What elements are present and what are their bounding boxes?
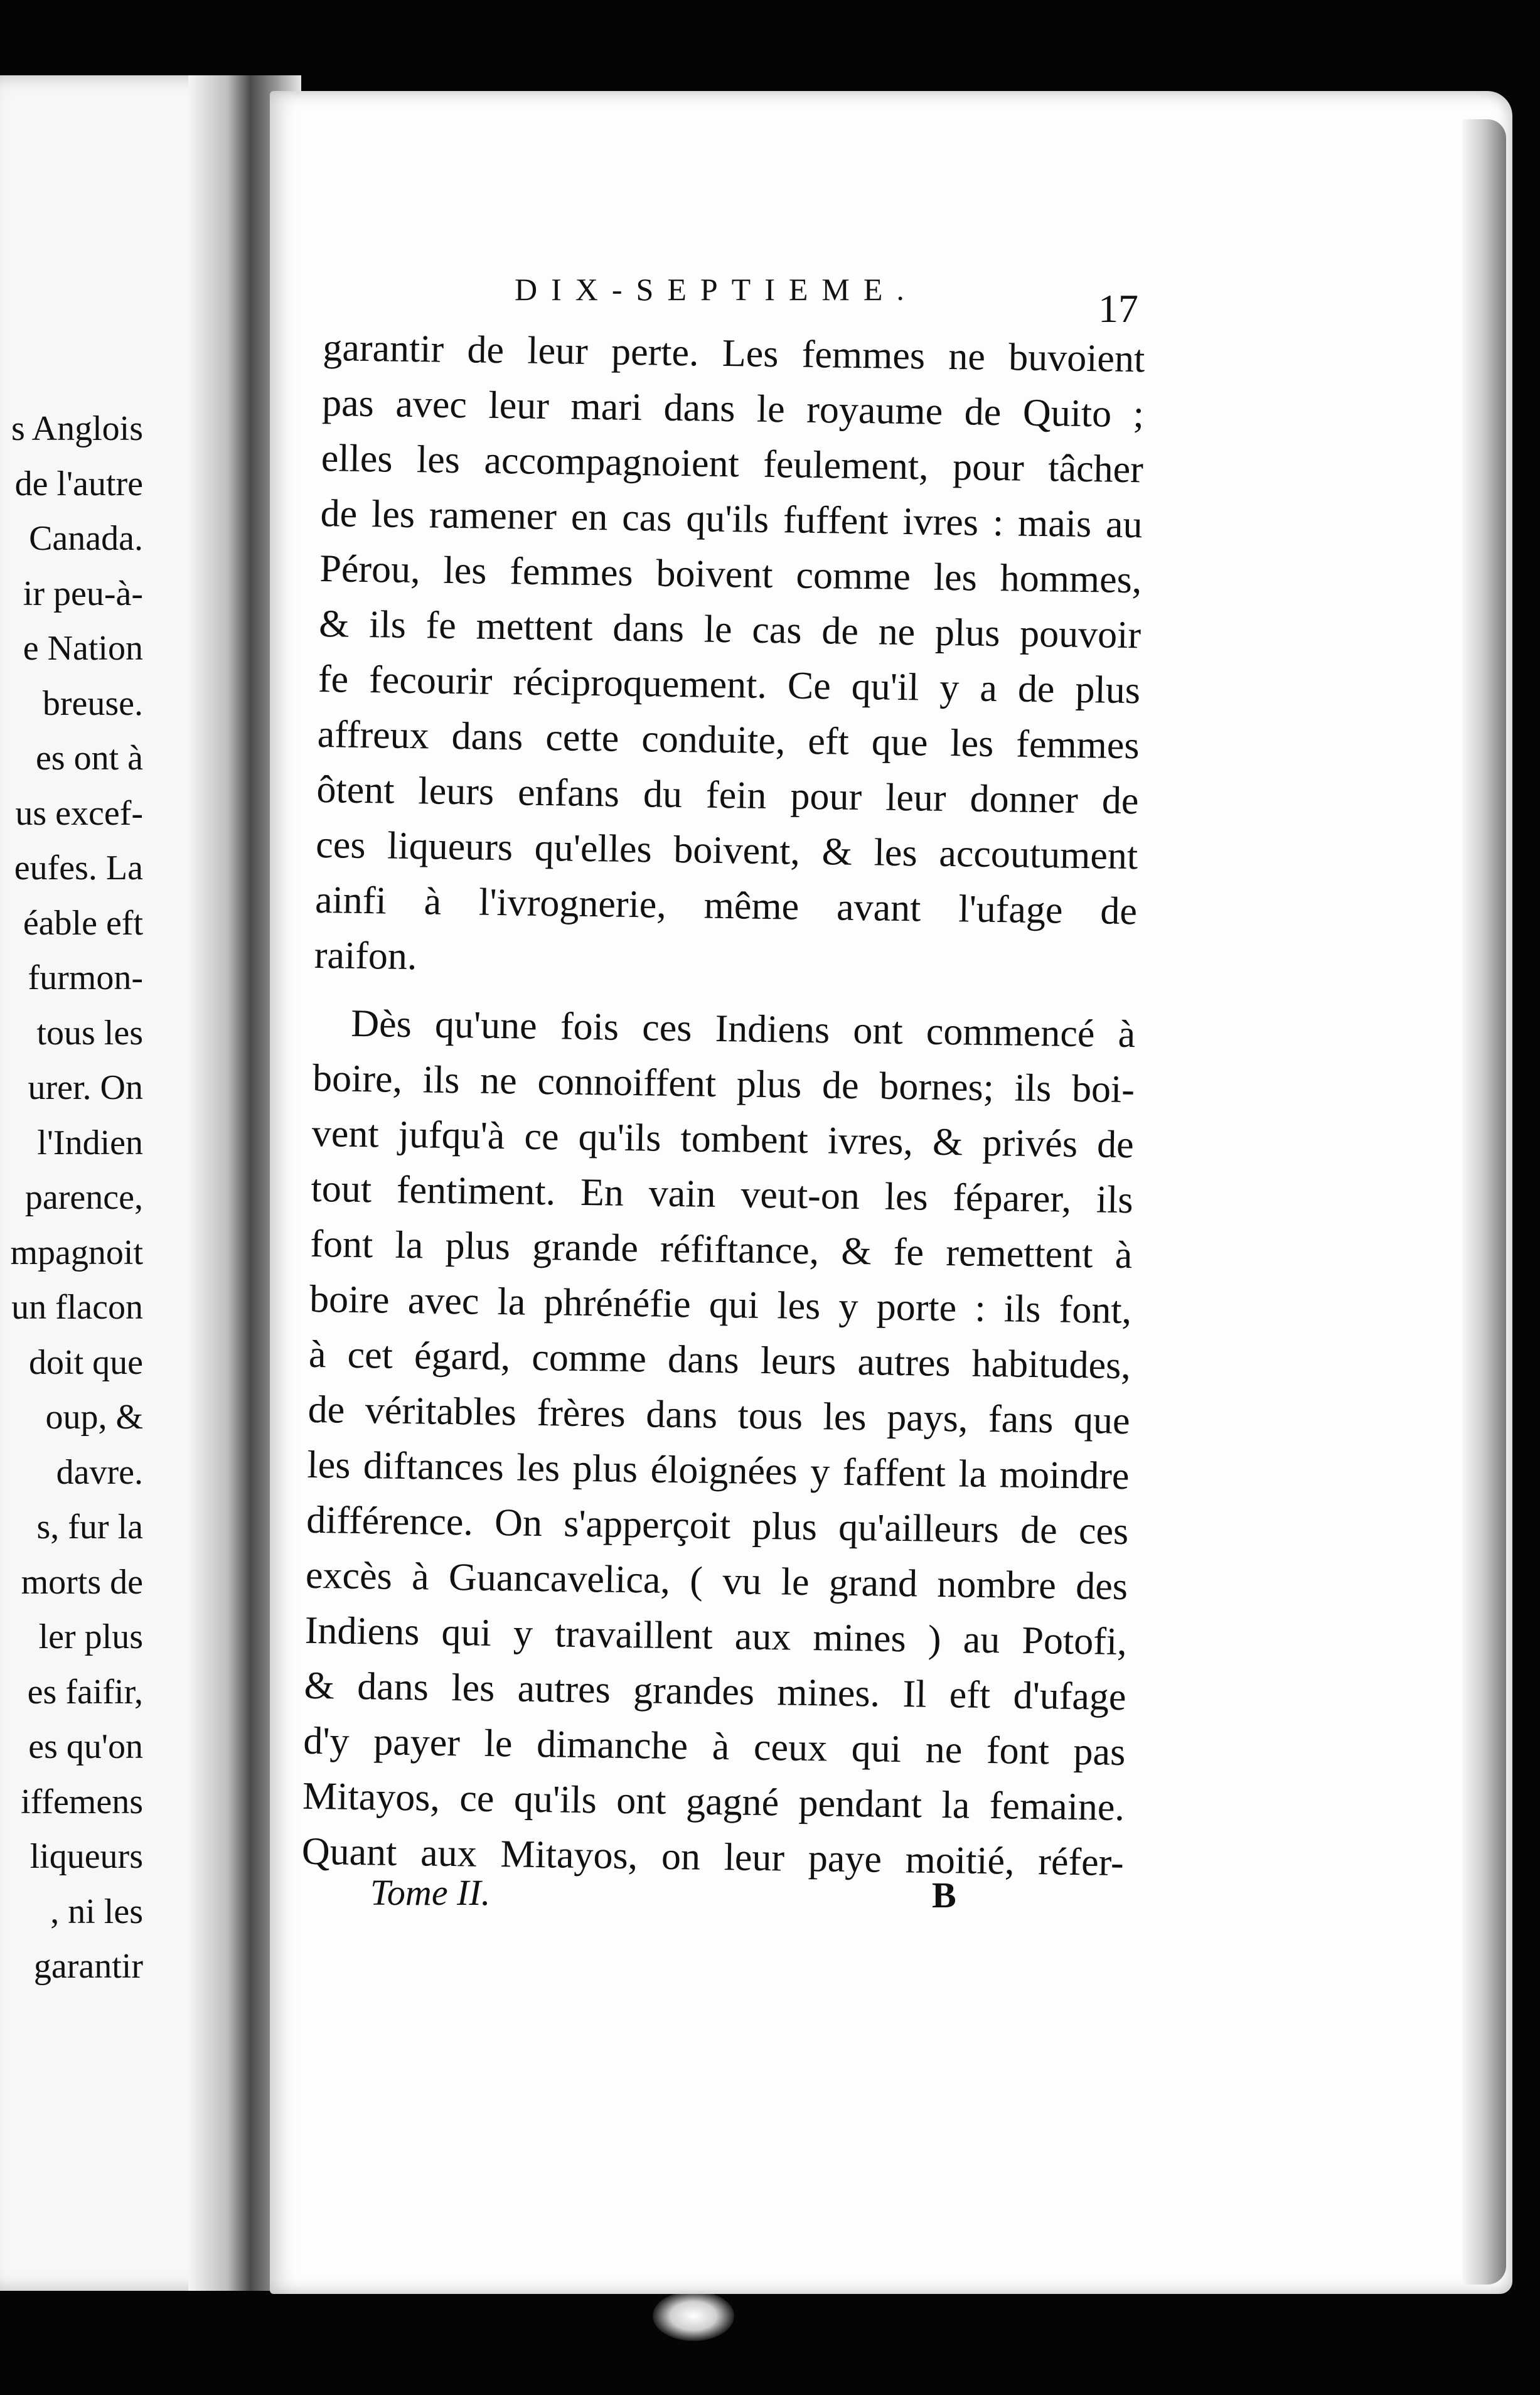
left-page-fragment: s Anglois: [11, 409, 143, 448]
text-line: les diftances les plus éloignées y faffent la moindre: [307, 1443, 1130, 1498]
body-text: [301, 320, 1145, 1890]
text-line: Indiens qui y travaillent aux mines ) au Potofi,: [304, 1609, 1128, 1664]
text-line: & dans les autres grandes mines. Il eft d'ufage: [304, 1664, 1126, 1719]
left-page-fragment: urer. On: [28, 1068, 143, 1107]
text-line: Pérou, les femmes boivent comme les hommes,: [319, 547, 1142, 602]
volume-label: Tome II.: [370, 1872, 491, 1913]
page-number: 17: [1098, 286, 1138, 331]
left-page-text-fragments: [0, 402, 143, 1995]
left-page-fragment: éable eft: [23, 903, 143, 943]
left-page-fragment: de l'autre: [14, 464, 143, 503]
left-page-fragment: iffemens: [21, 1782, 143, 1821]
left-page-fragment: tous les: [36, 1013, 143, 1053]
paragraph-2: [301, 995, 1136, 1890]
text-line: vent jufqu'à ce qu'ils tombent ivres, & privés de: [311, 1112, 1135, 1167]
text-line: boire avec la phrénéfie qui les y porte : ils font,: [309, 1277, 1132, 1332]
left-page-fragment: us excef-: [15, 793, 143, 833]
left-page-fragment: garantir: [33, 1947, 143, 1986]
text-line: d'y payer le dimanche à ceux qui ne font pas: [302, 1719, 1126, 1774]
left-page-fragment: parence,: [24, 1178, 143, 1217]
left-page-fragment: es ont à: [35, 739, 143, 778]
text-line: elles les accompagnoient feulement, pour tâcher: [321, 436, 1144, 491]
left-page-fragment: es faifir,: [27, 1672, 143, 1712]
text-line: font la plus grande réfiftance, & fe remettent à: [309, 1222, 1133, 1277]
text-line: & ils fe mettent dans le cas de ne plus pouvoir: [318, 602, 1142, 657]
left-page-fragment: oup, &: [45, 1398, 143, 1437]
text-line: fe fecourir réciproquement. Ce qu'il y a de plus: [318, 657, 1141, 712]
left-page-fragment: doit que: [29, 1342, 143, 1382]
running-head: DIX-SEPTIEME.: [515, 272, 918, 307]
left-page-fragment: mpagnoit: [10, 1233, 143, 1272]
text-line: différence. On s'apperçoit plus qu'ailleurs de ces: [306, 1498, 1129, 1553]
left-page-fragment: ler plus: [38, 1617, 143, 1656]
left-page-fragment: liqueurs: [29, 1837, 143, 1876]
text-line: Dès qu'une fois ces Indiens ont commencé à: [350, 1002, 1136, 1056]
left-page-fragment: furmon-: [28, 958, 143, 997]
left-page-fragment: morts de: [21, 1562, 143, 1602]
text-line: Mitayos, ce qu'ils ont gagné pendant la femaine.: [302, 1774, 1125, 1830]
text-line: de les ramener en cas qu'ils fuffent ivres : mais au: [320, 491, 1143, 547]
text-line: boire, ils ne connoiffent plus de bornes; ils boi-: [312, 1056, 1135, 1112]
text-line: excès à Guancavelica, ( vu le grand nombre des: [305, 1553, 1128, 1609]
text-line: de véritables frères dans tous les pays, fans que: [307, 1388, 1131, 1443]
text-line: tout fentiment. En vain veut-on les féparer, ils: [311, 1167, 1134, 1222]
left-page-fragment: ir peu-à-: [23, 574, 143, 613]
left-page-fragment: s, fur la: [36, 1508, 143, 1546]
text-line: affreux dans cette conduite, eft que les femmes: [317, 712, 1140, 768]
page-footer: [370, 1872, 998, 1922]
text-line: ôtent leurs enfans du fein pour leur donner de: [316, 768, 1139, 823]
left-page-fragment: l'Indien: [37, 1123, 143, 1162]
text-line: ces liqueurs qu'elles boivent, & les accoutument: [315, 823, 1138, 878]
text-line: raifon.: [314, 933, 417, 978]
left-page-fragment: , ni les: [50, 1892, 143, 1931]
text-line: à cet égard, comme dans leurs autres habitudes,: [308, 1332, 1131, 1388]
text-line: ainfi à l'ivrognerie, même avant l'ufage de: [314, 878, 1138, 933]
left-page-fragment: davre.: [56, 1452, 143, 1492]
left-page-fragment: es qu'on: [28, 1727, 143, 1766]
left-page-fragment: e Nation: [23, 629, 143, 668]
text-line: Quant aux Mitayos, on leur paye moitié, réfer-: [301, 1830, 1125, 1885]
camera-flash-glare: [653, 2291, 734, 2341]
left-page-fragment: eufes. La: [14, 849, 143, 887]
text-line: pas avec leur mari dans le royaume de Quito ;: [321, 381, 1145, 436]
page-edge: [1462, 119, 1506, 2285]
left-page-fragment: Canada.: [29, 519, 143, 558]
left-page-fragment: un flacon: [11, 1288, 143, 1327]
signature-mark: B: [932, 1875, 956, 1915]
text-line: garantir de leur perte. Les femmes ne buvoient: [322, 326, 1145, 381]
left-page-fragment: breuse.: [42, 683, 143, 723]
paragraph-1: [314, 320, 1145, 994]
